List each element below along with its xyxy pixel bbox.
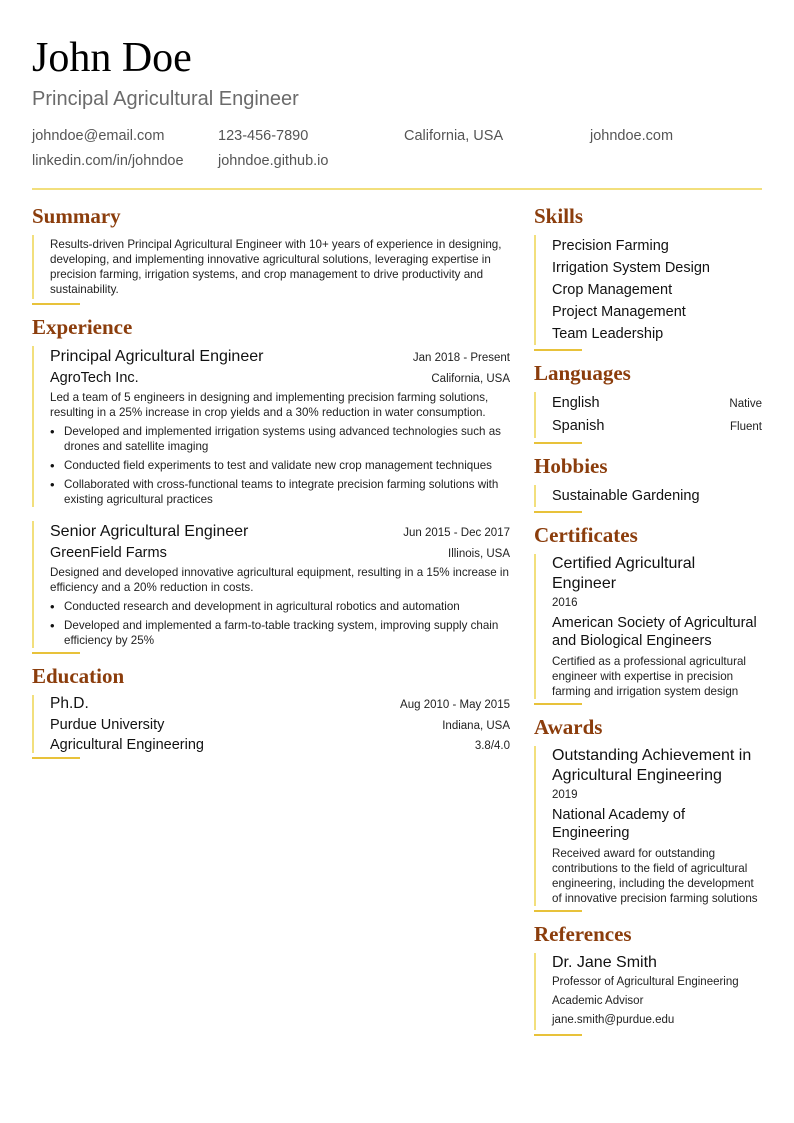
hobby-item: Sustainable Gardening xyxy=(552,488,700,504)
section-end-rule xyxy=(534,703,582,705)
certificate-description: Certified as a professional agricultural engineer with expertise in precision farming and irrigation system design xyxy=(552,655,746,698)
skill-item: Precision Farming xyxy=(552,238,669,254)
language-level: Native xyxy=(729,398,762,410)
education-degree: Ph.D. xyxy=(50,695,89,712)
awards-section xyxy=(534,715,762,912)
certificate-title: American Society of Agricultural and Biological Engineers xyxy=(552,615,757,649)
language-item xyxy=(552,392,762,415)
education-location: Indiana, USA xyxy=(442,720,510,732)
language-name: English xyxy=(552,395,600,411)
reference-relation: Academic Advisor xyxy=(552,995,644,1007)
section-end-rule xyxy=(534,910,582,912)
summary-heading: Summary xyxy=(32,204,121,228)
header-divider xyxy=(32,188,762,190)
skills-list xyxy=(534,235,762,345)
education-field: Agricultural Engineering xyxy=(50,737,204,753)
education-gpa: 3.8/4.0 xyxy=(474,740,510,752)
resume-name: John Doe xyxy=(32,35,192,81)
contact-info xyxy=(32,128,776,169)
job-title: Principal Agricultural Engineer xyxy=(50,348,264,365)
education-body xyxy=(32,695,510,753)
experience-heading: Experience xyxy=(32,315,133,339)
award-title: National Academy of Engineering xyxy=(552,807,685,841)
job-bullet: • Developed and implemented a farm-to-table tracking system, improving supply chain efficiency by 25% xyxy=(50,618,510,648)
skill-item: Irrigation System Design xyxy=(552,260,710,276)
section-end-rule xyxy=(534,349,582,351)
hobbies-heading: Hobbies xyxy=(534,454,608,478)
job-dates: Jun 2015 - Dec 2017 xyxy=(403,527,510,539)
languages-section xyxy=(534,361,762,444)
contact-website[interactable]: johndoe.com xyxy=(590,128,674,144)
education-dates: Aug 2010 - May 2015 xyxy=(400,699,510,711)
language-item xyxy=(552,415,762,438)
skill-item: Team Leadership xyxy=(552,326,664,342)
contact-email[interactable]: johndoe@email.com xyxy=(32,128,165,144)
job-bullet: • Developed and implemented irrigation systems using advanced technologies such as drones and satellite imaging xyxy=(50,424,510,454)
awards-list xyxy=(534,746,762,906)
job-bullets xyxy=(50,599,510,648)
reference-email[interactable]: jane.smith@purdue.edu xyxy=(552,1014,675,1026)
experience-section xyxy=(32,315,510,654)
section-end-rule xyxy=(534,1034,582,1036)
job-description: Designed and developed innovative agricultural equipment, resulting in a 15% increase in efficiency and a 20% reduction in costs. xyxy=(50,566,509,594)
hobbies-section xyxy=(534,454,762,513)
section-end-rule xyxy=(32,303,80,305)
award-date: 2019 xyxy=(552,789,578,801)
job-bullets xyxy=(50,424,510,507)
section-end-rule xyxy=(534,442,582,444)
education-school: Purdue University xyxy=(50,717,165,733)
contact-github[interactable]: johndoe.github.io xyxy=(218,153,329,169)
summary-body xyxy=(32,235,510,299)
experience-job-2 xyxy=(32,521,510,648)
reference-position: Professor of Agricultural Engineering xyxy=(552,976,739,988)
job-dates: Jan 2018 - Present xyxy=(412,352,510,364)
summary-section xyxy=(32,204,510,305)
certificate-date: 2016 xyxy=(552,597,578,609)
job-description: Led a team of 5 engineers in designing and implementing precision farming solutions, resulting in a 25% increase in crop yields and a 30% reduction in water consumption. xyxy=(50,391,489,419)
job-bullet: • Conducted research and development in agricultural robotics and automation xyxy=(50,599,510,614)
languages-heading: Languages xyxy=(534,361,631,385)
contact-location: California, USA xyxy=(404,128,504,144)
award-description: Received award for outstanding contributions to the field of agricultural engineering, including the development of innovative precision farming solutions xyxy=(552,847,758,905)
reference-entry xyxy=(534,953,762,1030)
skill-item: Crop Management xyxy=(552,282,673,298)
awards-heading: Awards xyxy=(534,715,603,739)
job-title: Senior Agricultural Engineer xyxy=(50,523,249,540)
language-name: Spanish xyxy=(552,418,605,434)
references-section xyxy=(534,922,762,1036)
section-end-rule xyxy=(534,511,582,513)
certificates-list xyxy=(534,554,762,699)
section-end-rule xyxy=(32,757,80,759)
job-location: California, USA xyxy=(431,373,510,385)
skill-item: Project Management xyxy=(552,304,686,320)
experience-job-1 xyxy=(32,346,510,507)
certificate-title: Certified Agricultural Engineer xyxy=(552,555,696,592)
award-title: Outstanding Achievement in Agricultural Engineering xyxy=(552,747,752,784)
job-bullet: • Conducted field experiments to test and validate new crop management techniques xyxy=(50,458,510,473)
section-end-rule xyxy=(32,652,80,654)
right-column xyxy=(534,204,762,1046)
job-title-heading: Principal Agricultural Engineer xyxy=(32,88,299,110)
languages-list xyxy=(534,392,762,438)
contact-phone[interactable]: 123-456-7890 xyxy=(218,128,309,144)
summary-text: Results-driven Principal Agricultural Engineer with 10+ years of experience in designing, developing, and implementing innovative agricultural solutions, leveraging expertise in precision farming, irrigation systems, and crop management to drive productivity and sustainability. xyxy=(50,238,502,296)
education-heading: Education xyxy=(32,664,125,688)
reference-name: Dr. Jane Smith xyxy=(552,954,657,971)
job-company: GreenField Farms xyxy=(50,545,167,561)
job-bullet: • Collaborated with cross-functional teams to integrate precision farming solutions with existing agricultural practices xyxy=(50,477,510,507)
job-company: AgroTech Inc. xyxy=(50,370,139,386)
certificates-section xyxy=(534,523,762,705)
left-column xyxy=(32,204,510,769)
education-section xyxy=(32,664,510,759)
references-heading: References xyxy=(534,922,632,946)
certificates-heading: Certificates xyxy=(534,523,638,547)
contact-linkedin[interactable]: linkedin.com/in/johndoe xyxy=(32,153,184,169)
language-level: Fluent xyxy=(730,421,762,433)
skills-section xyxy=(534,204,762,351)
skills-heading: Skills xyxy=(534,204,584,228)
job-location: Illinois, USA xyxy=(448,548,510,560)
hobbies-list xyxy=(534,485,762,507)
